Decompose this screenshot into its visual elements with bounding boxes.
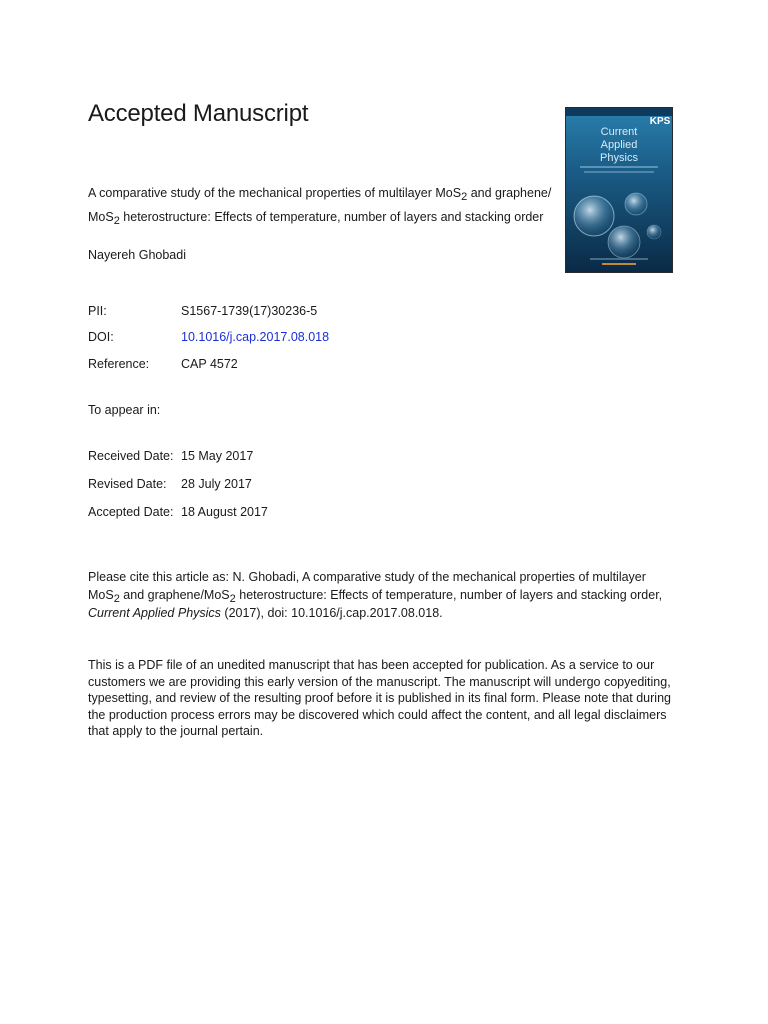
journal-cover-image (565, 107, 673, 273)
reference-value: CAP 4572 (181, 357, 238, 371)
revised-date-label: Revised Date: (88, 477, 167, 491)
reference-label: Reference: (88, 357, 150, 371)
cover-title-line: Current (600, 126, 638, 138)
received-date-label: Received Date: (88, 449, 174, 463)
cover-logo: KPS (649, 116, 671, 127)
citation-subscript: 2 (113, 593, 120, 605)
pii-label: PII: (88, 304, 107, 318)
citation-text: (2017), doi: 10.1016/j.cap.2017.08.018. (220, 606, 443, 620)
appear-in-label: To appear in: (88, 403, 161, 417)
doi-label: DOI: (88, 330, 114, 344)
journal-cover-art (566, 108, 672, 272)
citation-paragraph (88, 568, 678, 622)
accepted-date-value: 18 August 2017 (181, 505, 268, 519)
citation-text: heterostructure: Effects of temperature, number of layers and stacking order, (235, 588, 663, 602)
accepted-date-label: Accepted Date: (88, 505, 174, 519)
cover-title-line: Applied (600, 139, 638, 151)
pii-value: S1567-1739(17)30236-5 (181, 304, 318, 318)
page-heading: Accepted Manuscript (88, 100, 309, 127)
article-title-part: heterostructure: Effects of temperature, number of layers and stacking order (119, 210, 544, 224)
citation-subscript: 2 (229, 593, 236, 605)
article-title-part: and graphene/ MoS (88, 186, 552, 224)
cover-title-line: Physics (600, 152, 638, 164)
received-date-value: 15 May 2017 (181, 449, 254, 463)
article-title-subscript: 2 (461, 191, 468, 203)
article-title-part: A comparative study of the mechanical properties of multilayer MoS (88, 186, 462, 200)
citation-text: Please cite this article as: N. Ghobadi, A comparative study of the mechanical properties of multilayer MoS (88, 570, 646, 602)
citation-journal: Current Applied Physics (88, 606, 221, 620)
disclaimer-paragraph: This is a PDF file of an unedited manuscript that has been accepted for publication. As a service to our customers we are providing this early version of the manuscript. The manuscript will undergo copyediting, typesetting, and review of the resulting proof before it is published in its final form. Please note that during the production process errors may be discovered which could affect the content, and all legal disclaimers that apply to the journal pertain. (88, 658, 671, 738)
article-title (88, 181, 563, 229)
revised-date-value: 28 July 2017 (181, 477, 252, 491)
article-title-subscript: 2 (113, 215, 120, 227)
citation-text: and graphene/MoS (119, 588, 230, 602)
author-name: Nayereh Ghobadi (88, 248, 186, 262)
doi-link[interactable]: 10.1016/j.cap.2017.08.018 (181, 330, 330, 344)
